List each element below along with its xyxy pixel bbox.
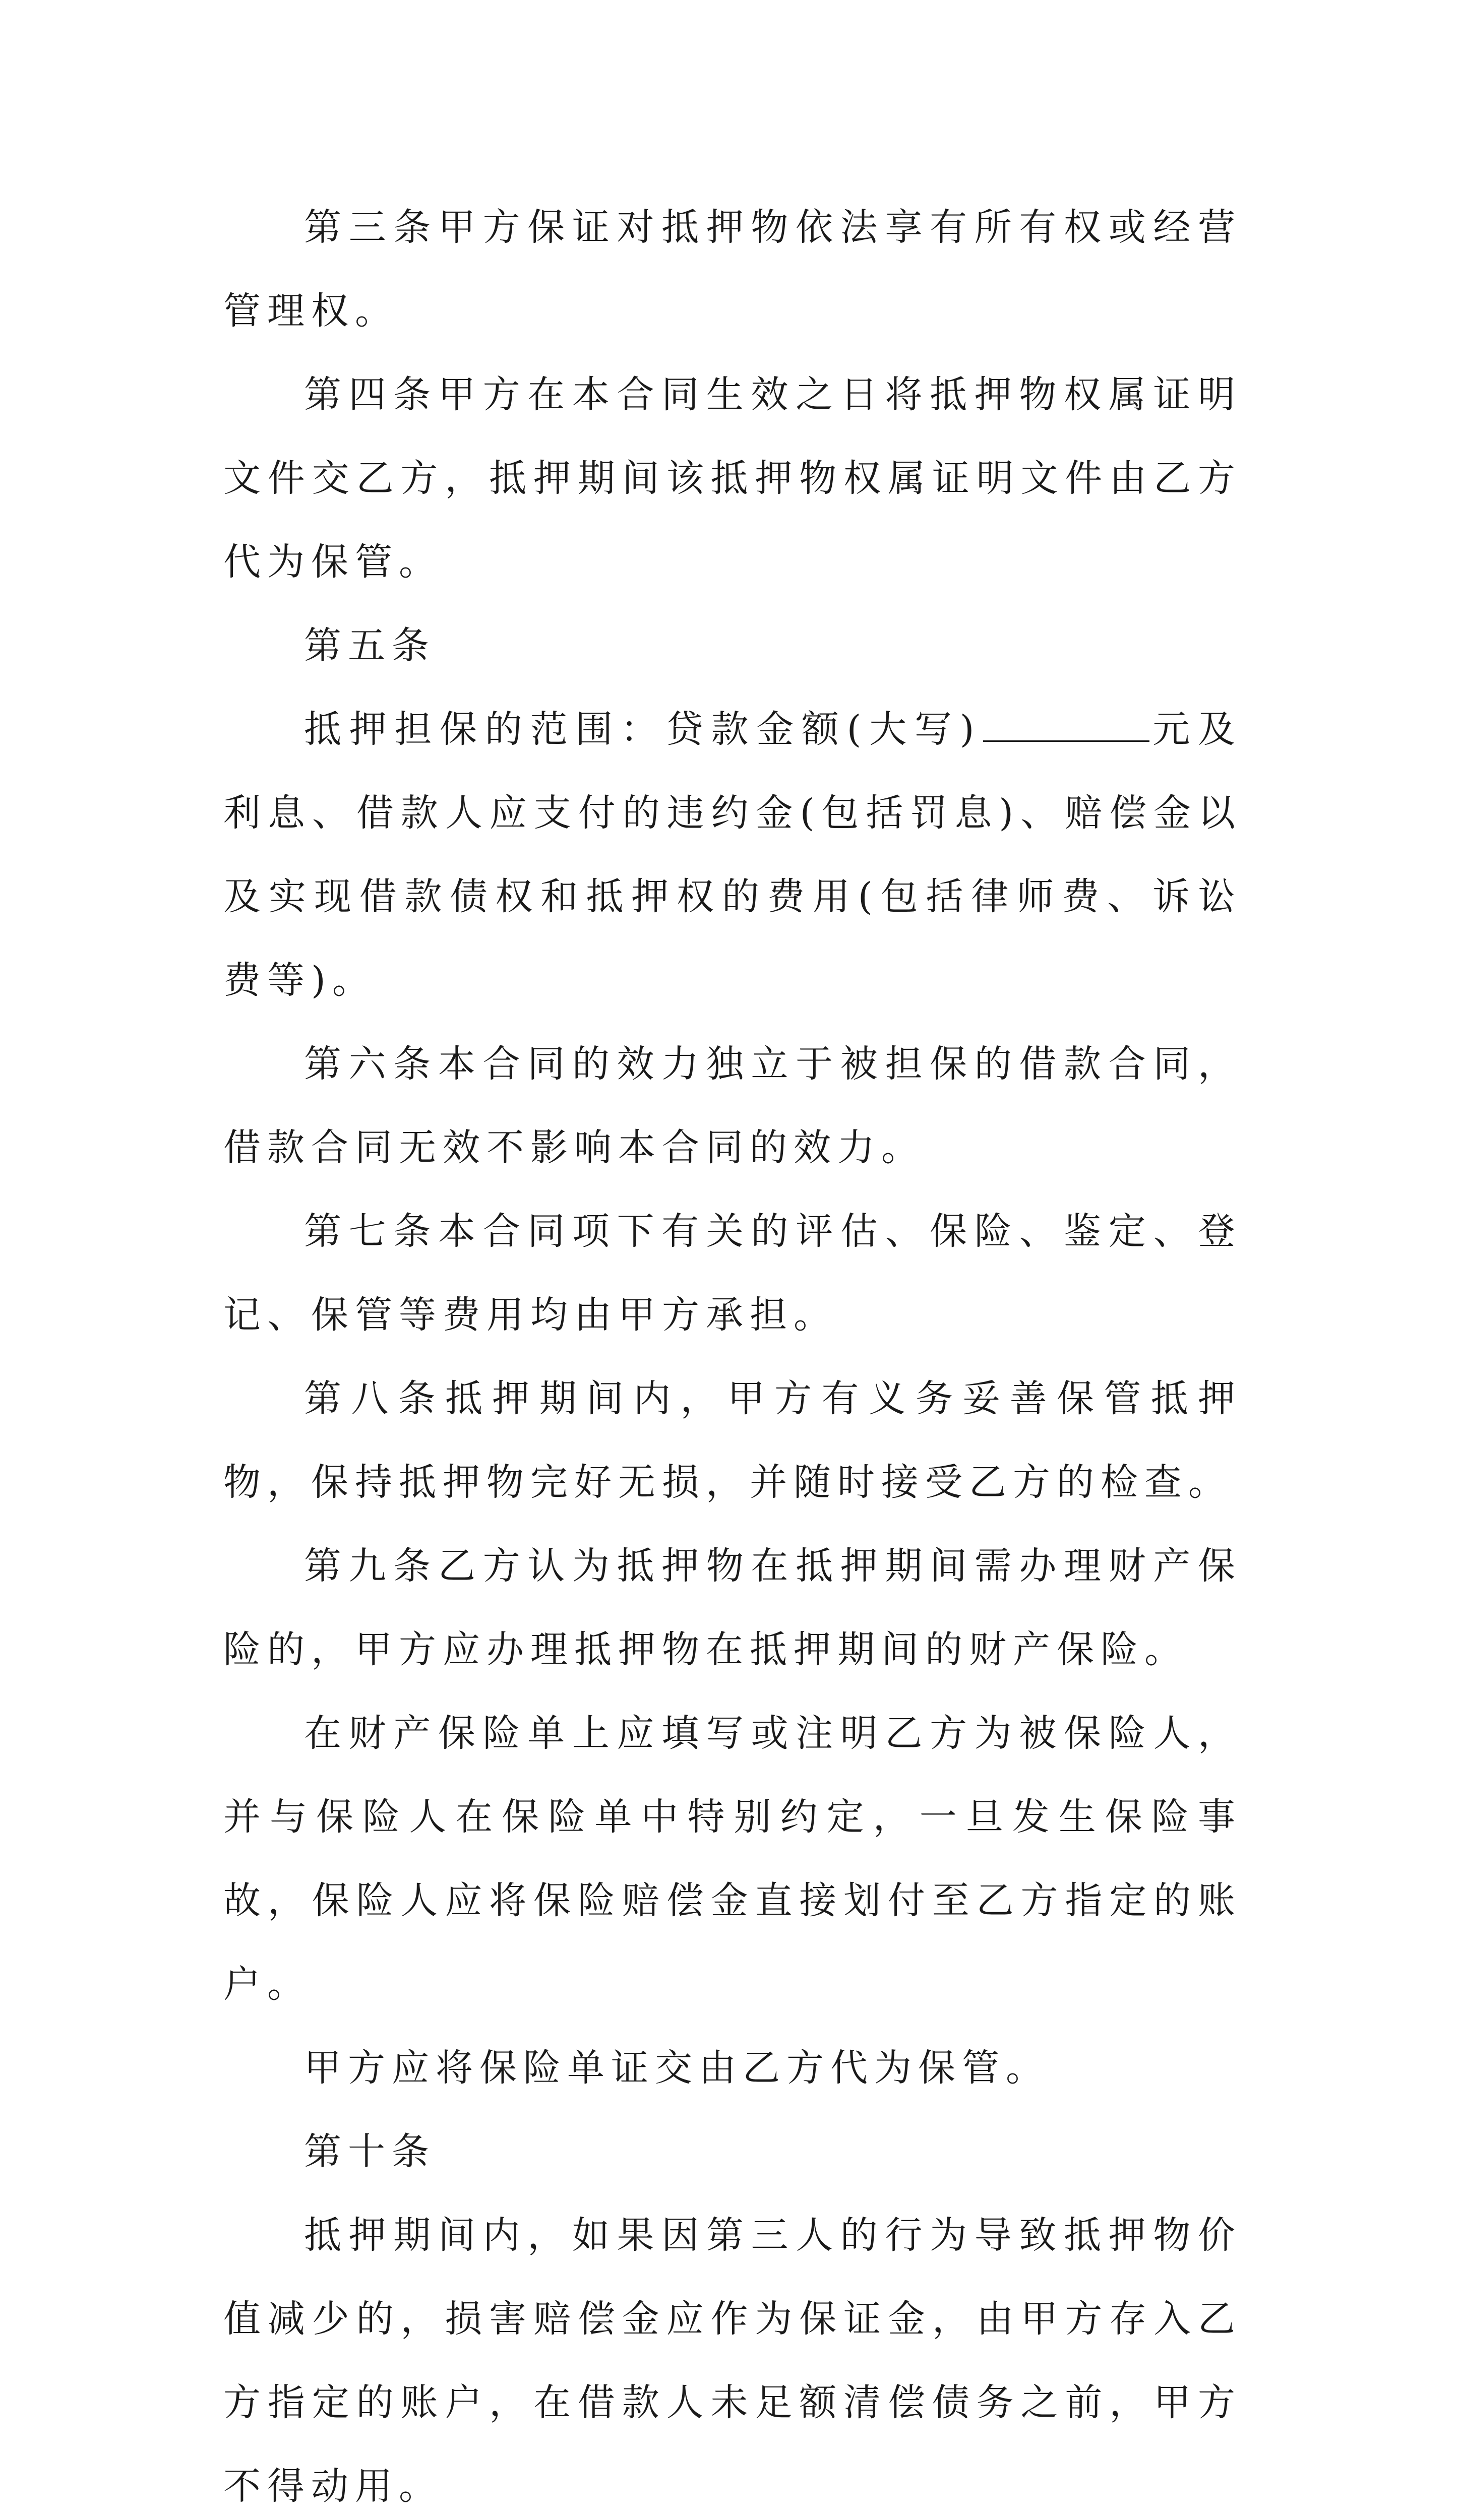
document-body (223, 185, 1242, 2520)
damage-compensation-paragraph: 抵押期间内，如果因第三人的行为导致抵押物价值减少的，损害赔偿金应作为保证金，由甲方存入乙方指定的账户，在借款人未足额清偿债务之前，甲方不得动用。 (223, 2214, 1242, 2508)
article-6-paragraph: 第六条本合同的效力独立于被担保的借款合同，借款合同无效不影响本合同的效力。 (223, 1042, 1242, 1169)
insurance-document-custody-paragraph: 甲方应将保险单证交由乙方代为保管。 (304, 2046, 1050, 2090)
scope-text-before-blank: 抵押担保的范围：贷款金额(大写) (304, 708, 981, 751)
article-9-paragraph: 第九条乙方认为抵押物在抵押期间需办理财产保险的，甲方应办理抵押物在抵押期间的财产保险。 (223, 1544, 1242, 1671)
article-7-paragraph: 第七条本合同项下有关的评估、保险、鉴定、登记、保管等费用均由甲方承担。 (223, 1210, 1242, 1337)
article-3-paragraph: 第三条甲方保证对抵押物依法享有所有权或经营管理权。 (223, 206, 1242, 333)
mortgage-scope-paragraph (223, 687, 1242, 1022)
loan-amount-blank (983, 714, 1149, 742)
article-4-paragraph: 第四条甲方在本合同生效之日将抵押物权属证明文件交乙方，抵押期间该抵押物权属证明文件由乙方代为保管。 (223, 373, 1242, 584)
scope-text-after-blank: 元及利息、借款人应支付的违约金(包括罚息)、赔偿金以及实现借款债权和抵押权的费用(包括律师费、诉讼费等)。 (223, 708, 1242, 1002)
article-10-heading: 第十条 (304, 2130, 436, 2173)
article-5-heading: 第五条 (304, 624, 436, 667)
article-8-paragraph: 第八条抵押期间内，甲方有义务妥善保管抵押物，保持抵押物完好无损，并随时接受乙方的检查。 (223, 1377, 1242, 1504)
insurance-beneficiary-paragraph: 在财产保险单上应填写或注明乙方为被保险人，并与保险人在保险单中特别约定，一旦发生保险事故，保险人应将保险赔偿金直接划付至乙方指定的账户。 (223, 1712, 1242, 2006)
